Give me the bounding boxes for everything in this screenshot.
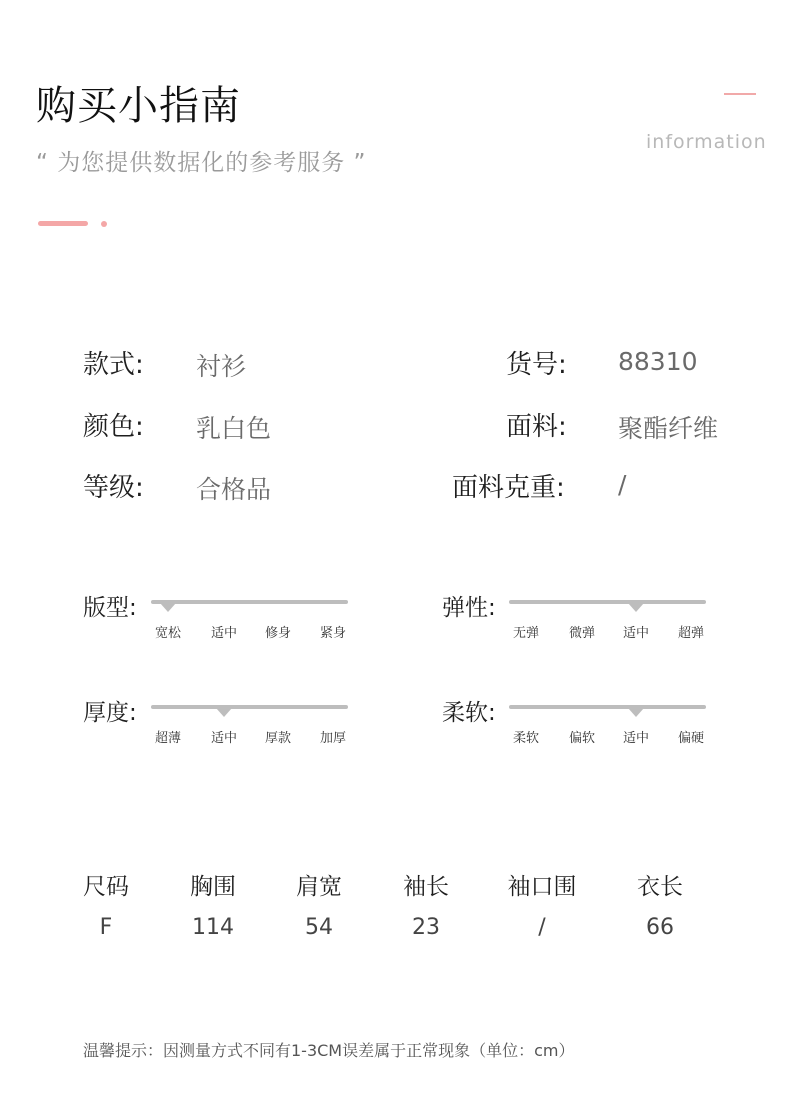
elasticity-label: 弹性: [442, 595, 496, 621]
thickness-indicator-icon [216, 708, 232, 717]
size-table-header: 袖长 [403, 874, 449, 900]
softness-tick-label: 偏软 [568, 731, 595, 746]
elasticity-indicator-icon [628, 603, 644, 612]
page-subtitle: “ 为您提供数据化的参考服务 ” [36, 150, 367, 176]
item-no-value: 88310 [618, 347, 698, 376]
size-table-cell: 23 [412, 915, 440, 940]
color-label: 颜色: [83, 412, 144, 442]
item-no-label: 货号: [506, 350, 567, 380]
thickness-label: 厚度: [83, 700, 137, 726]
softness-scale-track [509, 705, 706, 709]
softness-tick-label: 偏硬 [677, 731, 704, 746]
accent-dot [101, 221, 107, 227]
footnote: 温馨提示：因测量方式不同有1-3CM误差属于正常现象（单位：cm） [83, 1041, 575, 1060]
size-table-header: 胸围 [190, 874, 236, 900]
size-table-cell: 66 [646, 915, 674, 940]
fabric-value: 聚酯纤维 [618, 414, 719, 443]
thickness-scale-track [151, 705, 348, 709]
softness-tick-label: 适中 [622, 731, 649, 746]
style-label: 款式: [83, 350, 144, 380]
grade-label: 等级: [83, 473, 144, 503]
thickness-tick-label: 厚款 [264, 731, 291, 746]
softness-indicator-icon [628, 708, 644, 717]
decorative-dash [724, 93, 756, 95]
grade-value: 合格品 [196, 475, 272, 504]
fabric-weight-label: 面料克重: [452, 473, 565, 503]
page-title: 购买小指南 [36, 83, 241, 129]
size-table-cell: / [538, 915, 546, 940]
softness-tick-label: 柔软 [512, 731, 539, 746]
thickness-tick-label: 加厚 [319, 731, 346, 746]
elasticity-scale-track [509, 600, 706, 604]
size-table-cell: 114 [192, 915, 234, 940]
size-table-header: 肩宽 [296, 874, 342, 900]
fabric-label: 面料: [506, 412, 567, 442]
fit-tick-label: 修身 [264, 626, 291, 641]
color-value: 乳白色 [196, 414, 272, 443]
fit-scale-track [151, 600, 348, 604]
softness-label: 柔软: [442, 700, 496, 726]
fit-tick-label: 紧身 [319, 626, 346, 641]
size-table-header: 袖口围 [507, 874, 577, 900]
elasticity-tick-label: 超弹 [677, 626, 704, 641]
size-table-header: 衣长 [637, 874, 683, 900]
accent-bar [38, 221, 88, 226]
fit-tick-label: 适中 [210, 626, 237, 641]
fit-indicator-icon [160, 603, 176, 612]
thickness-tick-label: 超薄 [154, 731, 181, 746]
information-label: information [646, 131, 767, 153]
size-table-header: 尺码 [83, 874, 129, 900]
thickness-tick-label: 适中 [210, 731, 237, 746]
size-table-cell: 54 [305, 915, 333, 940]
fit-label: 版型: [83, 595, 137, 621]
fabric-weight-value: / [618, 470, 627, 499]
size-table-cell: F [99, 915, 113, 940]
elasticity-tick-label: 微弹 [568, 626, 595, 641]
elasticity-tick-label: 无弹 [512, 626, 539, 641]
style-value: 衬衫 [196, 352, 247, 381]
fit-tick-label: 宽松 [154, 626, 181, 641]
elasticity-tick-label: 适中 [622, 626, 649, 641]
